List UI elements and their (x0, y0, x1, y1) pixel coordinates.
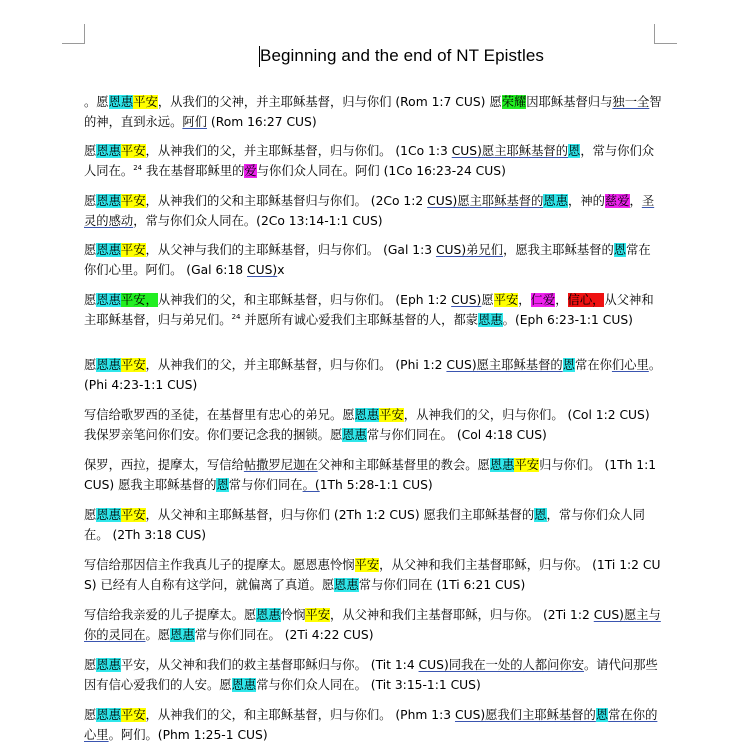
text-run: 愿 (84, 243, 97, 257)
text-run: ，从神我们的父，并主耶稣基督，归与你们。 (1Co 1:3 (145, 144, 452, 158)
text-run: 常与你们同在。 (Col 4:18 CUS) (366, 428, 547, 442)
paragraph-1-timothy[interactable] (84, 555, 662, 595)
text-run: 与你们众人同在。阿们 (1Co 16:23-24 CUS) (256, 164, 506, 178)
highlight-green: 平安， (120, 293, 158, 307)
highlight-cyan: 恩惠 (342, 428, 367, 442)
text-run: ，从父神和我们主基督耶稣，归与你。 (2Ti 1:2 (330, 608, 594, 622)
highlight-yellow: 平安 (120, 243, 146, 257)
text-run: ， (555, 293, 568, 307)
text-run: 愿 (84, 658, 97, 672)
underlined-text: 帖撒罗尼迦在 (243, 458, 318, 472)
highlight-magenta: 慈爱 (604, 194, 630, 208)
highlight-cyan: 恩 (534, 508, 547, 522)
text-run: ，常与你们众人同在。 (2Th 3:18 CUS) (84, 508, 645, 542)
text-run: ，从神我们的父，归与你们。 (Col 1:2 CUS) 我保罗亲笔问你们安。你们要记念我的捆锁。愿 (84, 408, 650, 442)
highlight-green: 荣耀 (501, 95, 527, 109)
text-run: 愿 (84, 144, 97, 158)
text-run: x (277, 263, 285, 277)
text-run: 怜悯 (280, 608, 306, 622)
paragraph-titus[interactable] (84, 655, 662, 695)
highlight-cyan: 恩惠 (231, 678, 257, 692)
highlight-yellow: 平安 (120, 144, 146, 158)
highlight-yellow: 平安 (379, 408, 404, 422)
highlight-cyan: 恩 (562, 358, 576, 372)
paragraph-philippians[interactable] (84, 355, 662, 395)
underlined-text: CUS)弟兄们 (435, 243, 504, 257)
text-run: 。阿们。(Phm 1:25-1 CUS) (108, 728, 268, 742)
text-run: ，神的 (568, 194, 605, 208)
highlight-yellow: 平安 (120, 708, 146, 722)
text-run: 常与你们同在。 (2Ti 4:22 CUS) (194, 628, 374, 642)
paragraph-2-corinthians[interactable] (84, 191, 662, 231)
paragraph-philemon[interactable] (84, 705, 662, 745)
verse-number: 24 (133, 163, 143, 172)
highlight-cyan: 恩惠 (96, 144, 121, 158)
highlight-cyan: 恩 (216, 478, 229, 492)
underlined-text: CUS)愿我们主耶稣基督的 (454, 708, 596, 722)
margin-corner-mark-left-vertical (84, 24, 85, 44)
text-run: ，从父神和主耶稣基督，归与你们 (2Th 1:2 CUS) 愿我们主耶稣基督的 (145, 508, 535, 522)
underlined-text: 圣灵的感动 (84, 194, 655, 228)
paragraph-1-thessalonians[interactable] (84, 455, 662, 495)
paragraph-galatians[interactable] (84, 240, 662, 280)
text-run: 常与你们众人同在。 (Tit 3:15-1:1 CUS) (256, 678, 481, 692)
text-run: 愿 (84, 358, 97, 372)
highlight-red: 信心， (567, 293, 605, 307)
highlight-cyan: 恩惠 (354, 408, 380, 422)
highlight-cyan: 恩惠 (96, 194, 121, 208)
underlined-text: CUS)愿主与你的灵同在 (84, 608, 661, 642)
text-run: 从神我们的父，和主耶稣基督，归与你们。 (Eph 1:2 (157, 293, 452, 307)
text-run: ， (518, 293, 531, 307)
text-run: 并愿所有诚心爱我们主耶稣基督的人，都蒙 (240, 313, 479, 327)
text-run: 父神和主耶稣基督里的教会。愿 (317, 458, 490, 472)
underlined-text: CUS)愿主耶稣基督的 (451, 144, 568, 158)
text-run: 愿 (84, 708, 97, 722)
highlight-cyan: 恩惠 (96, 358, 121, 372)
text-run: ，从父神和我们主基督耶稣，归与你。 (1Ti 1:2 CUS) 已经有人自称有这学问，就偏离了真道。愿 (84, 558, 661, 592)
highlight-yellow: 平安 (514, 458, 540, 472)
highlight-cyan: 恩 (568, 144, 581, 158)
text-run: 写信给歌罗西的圣徒，在基督里有忠心的弟兄。愿 (84, 408, 355, 422)
highlight-yellow: 平安 (133, 95, 158, 109)
highlight-yellow: 平安 (120, 358, 146, 372)
text-run: 愿 (84, 293, 97, 307)
underlined-text: CUS)同我在一处的人都问你安 (418, 658, 585, 672)
underlined-text: CUS) (247, 263, 278, 277)
text-run: 写信给我亲爱的儿子提摩太。愿 (84, 608, 257, 622)
highlight-yellow: 平安 (305, 608, 330, 622)
verse-number: 24 (231, 312, 241, 321)
paragraph-colossians[interactable] (84, 405, 662, 445)
underlined-text: 。( (302, 478, 320, 492)
highlight-cyan: 恩 (595, 708, 609, 722)
underlined-text: 独一全 (612, 95, 650, 109)
paragraph-romans[interactable] (84, 92, 662, 132)
margin-corner-mark-right (654, 43, 677, 44)
underlined-text: CUS) (451, 293, 482, 307)
underlined-text: 们心里 (611, 358, 649, 372)
highlight-yellow: 平安 (120, 194, 146, 208)
text-run: 我在基督耶稣里的 (142, 164, 245, 178)
highlight-cyan: 恩惠 (96, 508, 121, 522)
margin-corner-mark-left (62, 43, 85, 44)
text-run: 因耶稣基督归与 (526, 95, 613, 109)
text-run: 平安，从父神和我们的救主基督耶稣归与你。 (Tit 1:4 (120, 658, 419, 672)
text-run: ，常与你们众人同在。(2Co 13:14-1:1 CUS) (133, 214, 383, 228)
text-run: ，从我们的父神，并主耶稣基督，归与你们 (Rom 1:7 CUS) 愿 (157, 95, 502, 109)
text-run: 智的神，直到永远。 (84, 95, 662, 129)
highlight-yellow: 平安 (120, 508, 146, 522)
highlight-yellow: 平安 (493, 293, 519, 307)
underlined-text: CUS)愿主耶稣基督的 (427, 194, 544, 208)
highlight-cyan: 恩 (613, 243, 627, 257)
text-run: 常与你们同在 (228, 478, 303, 492)
text-run: (Rom 16:27 CUS) (207, 115, 317, 129)
highlight-magenta: 爱 (244, 164, 257, 178)
highlight-magenta: 仁爱 (530, 293, 556, 307)
text-run: ，愿我主耶稣基督的 (503, 243, 614, 257)
text-run: 保罗，西拉，提摩太，写信给 (84, 458, 244, 472)
highlight-cyan: 恩惠 (170, 628, 195, 642)
text-run: 。愿 (84, 95, 109, 109)
text-run: 写信给那因信主作我真儿子的提摩太。愿恩惠怜悯 (84, 558, 355, 572)
text-run: 愿 (84, 508, 97, 522)
margin-corner-mark-right-vertical (654, 24, 655, 44)
text-run: ，从神我们的父，并主耶稣基督，归与你们。 (Phi 1:2 (145, 358, 447, 372)
paragraph-1-corinthians[interactable] (84, 141, 662, 181)
highlight-cyan: 恩惠 (256, 608, 281, 622)
paragraph-2-thessalonians[interactable] (84, 505, 662, 545)
text-run: ，从神我们的父，和主耶稣基督，归与你们。 (Phm 1:3 (145, 708, 455, 722)
text-run: ，从神我们的父和主耶稣基督归与你们。 (2Co 1:2 (145, 194, 428, 208)
text-run: ，常与你们众人同在。 (84, 144, 655, 178)
text-run: 从父神和主耶稣基督，归与弟兄们。 (84, 293, 654, 327)
highlight-yellow: 平安 (354, 558, 380, 572)
underlined-text: 常在你的心里 (84, 708, 658, 742)
text-run: 愿 (84, 194, 97, 208)
highlight-cyan: 恩惠 (543, 194, 569, 208)
text-run: 。(Phi 4:23-1:1 CUS) (84, 358, 662, 392)
highlight-cyan: 恩惠 (489, 458, 515, 472)
underlined-text: 阿们 (182, 115, 207, 129)
document-title[interactable]: Beginning and the end of NT Epistles (260, 46, 544, 65)
highlight-cyan: 恩惠 (96, 293, 121, 307)
text-run: 常在你 (575, 358, 612, 372)
text-run: ，从父神与我们的主耶稣基督，归与你们。 (Gal 1:3 (145, 243, 436, 257)
paragraph-ephesians[interactable] (84, 290, 662, 330)
underlined-text: CUS)愿主耶稣基督的 (446, 358, 563, 372)
text-run: 。(Eph 6:23-1:1 CUS) (502, 313, 633, 327)
text-run: 归与你们。 (1Th 1:1 CUS) 愿我主耶稣基督的 (84, 458, 657, 492)
highlight-cyan: 恩惠 (96, 708, 121, 722)
text-run: 愿 (481, 293, 494, 307)
highlight-cyan: 恩惠 (334, 578, 359, 592)
highlight-cyan: 恩惠 (478, 313, 503, 327)
text-run: 1Th 5:28-1:1 CUS) (319, 478, 433, 492)
highlight-cyan: 恩惠 (96, 658, 121, 672)
text-run: 常在你们心里。阿们。 (Gal 6:18 (84, 243, 651, 277)
text-run: 。愿 (145, 628, 171, 642)
text-run: 常与你们同在 (1Ti 6:21 CUS) (358, 578, 526, 592)
text-run: 。请代问那些因有信心爱我们的人安。愿 (84, 658, 658, 692)
paragraph-2-timothy[interactable] (84, 605, 662, 645)
text-run: ， (629, 194, 642, 208)
highlight-cyan: 恩惠 (108, 95, 134, 109)
highlight-cyan: 恩惠 (96, 243, 121, 257)
